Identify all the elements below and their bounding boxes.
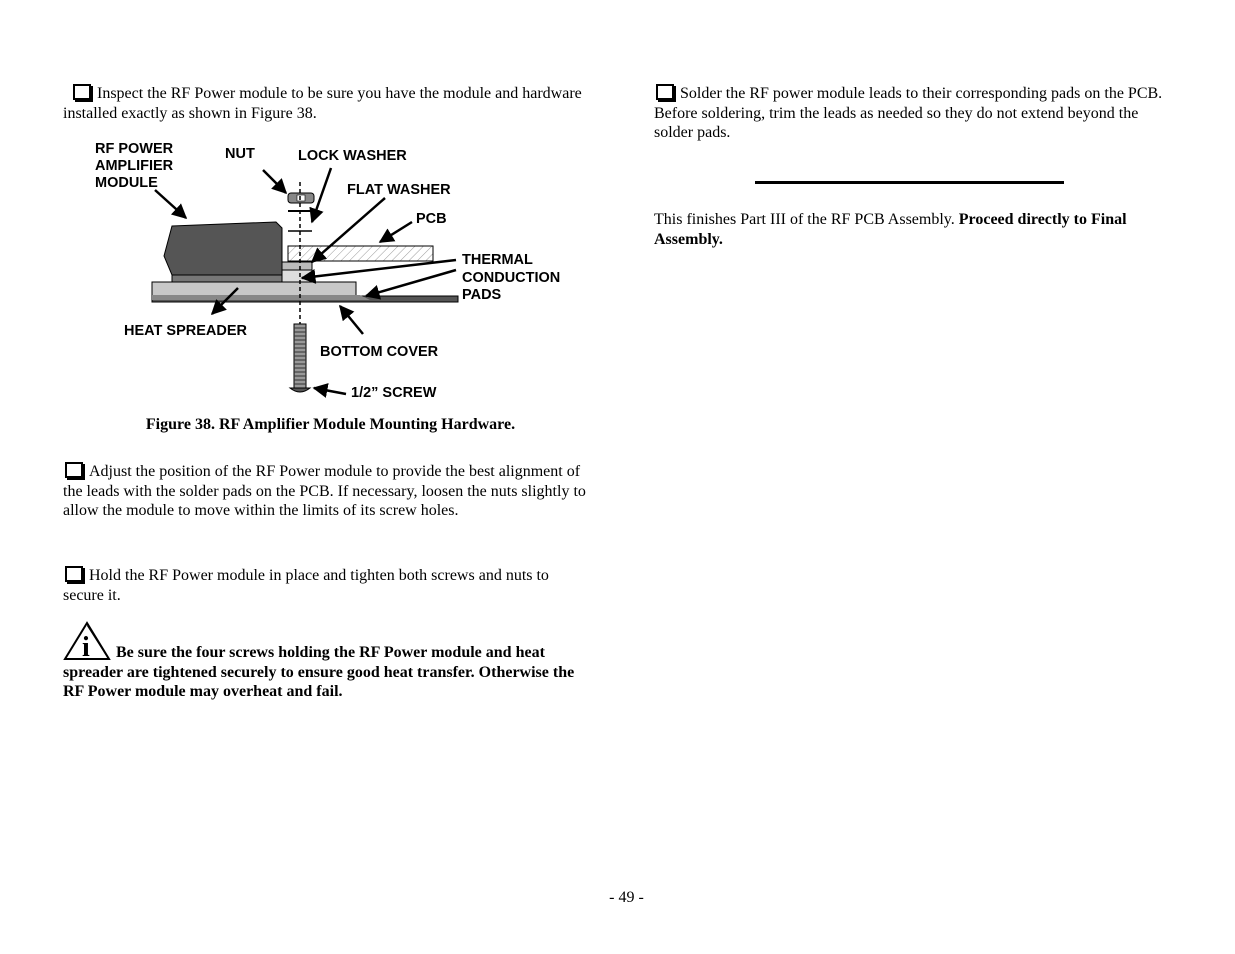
label-pads: PADS bbox=[462, 287, 502, 303]
pcb-shape bbox=[288, 246, 433, 261]
section-divider bbox=[755, 181, 1064, 184]
finish-paragraph: This finishes Part III of the RF PCB Assembly. Proceed directly to Final Assembly. bbox=[654, 211, 1127, 248]
label-screw: 1/2” SCREW bbox=[351, 385, 437, 401]
page-number: - 49 - bbox=[609, 889, 644, 906]
svg-text:i: i bbox=[82, 632, 90, 661]
heat-spreader-shape bbox=[152, 282, 356, 296]
checkbox-icon[interactable] bbox=[65, 462, 83, 478]
label-heat-spreader: HEAT SPREADER bbox=[124, 323, 247, 339]
checkbox-icon[interactable] bbox=[656, 84, 674, 100]
label-bottom-cover: BOTTOM COVER bbox=[320, 344, 439, 360]
label-lock-washer: LOCK WASHER bbox=[298, 148, 407, 164]
label-nut: NUT bbox=[225, 146, 255, 162]
thermal-pad-lower bbox=[152, 295, 370, 300]
label-pcb: PCB bbox=[416, 211, 447, 227]
figure-caption: Figure 38. RF Amplifier Module Mounting Hardware. bbox=[145, 416, 516, 433]
label-rf-power: RF POWER bbox=[95, 141, 174, 157]
rf-module-shape bbox=[164, 222, 282, 275]
proceed-link-text: Proceed directly to Final Assembly. bbox=[654, 211, 1127, 248]
label-amplifier: AMPLIFIER bbox=[95, 158, 174, 174]
step-adjust: Adjust the position of the RF Power module to provide the best alignment of the leads with the solder pads on the PCB. If necessary, loosen the nuts slightly to allow the module to move within the limits of its screw holes. bbox=[63, 463, 586, 520]
label-flat-washer: FLAT WASHER bbox=[347, 182, 451, 198]
checkbox-icon[interactable] bbox=[65, 566, 83, 582]
checkbox-icon[interactable] bbox=[73, 84, 91, 100]
thermal-pad-upper bbox=[282, 262, 312, 270]
label-thermal: THERMAL bbox=[462, 252, 533, 268]
warning-text: Be sure the four screws holding the RF Power module and heat spreader are tightened securely to ensure good heat transfer. Otherwise the RF Power module may overheat and fail. bbox=[63, 644, 575, 701]
step-solder: Solder the RF power module leads to their corresponding pads on the PCB. Before soldering, trim the leads as needed so they do not extend beyond the solder pads. bbox=[654, 85, 1163, 142]
step-tighten: Hold the RF Power module in place and tighten both screws and nuts to secure it. bbox=[63, 567, 549, 604]
figure-38-diagram bbox=[90, 138, 580, 406]
label-module: MODULE bbox=[95, 175, 158, 191]
label-conduction: CONDUCTION bbox=[462, 270, 561, 286]
step-inspect: Inspect the RF Power module to be sure you have the module and hardware installed exactly as shown in Figure 38. bbox=[63, 85, 582, 122]
